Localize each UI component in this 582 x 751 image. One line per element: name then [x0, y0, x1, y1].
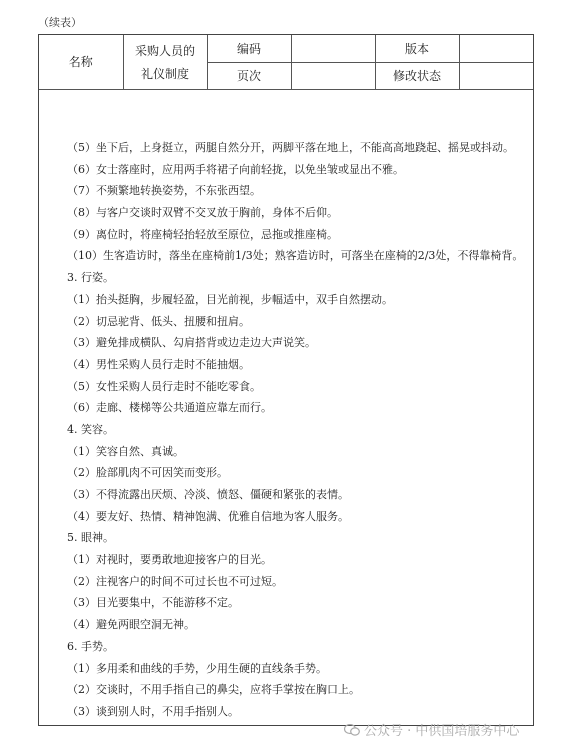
- body-text: [39, 137, 533, 723]
- revision-label: 修改状态: [375, 62, 459, 89]
- watermark: [344, 720, 519, 739]
- code-label: 编码: [207, 35, 291, 62]
- page-value: [291, 62, 375, 89]
- text-line: （2）切忌驼背、低头、扭腰和扭肩。: [67, 314, 250, 328]
- continued-label: （续表）: [38, 16, 82, 29]
- text-line: （3）不得流露出厌烦、冷淡、愤怒、僵硬和紧张的表情。: [67, 488, 349, 501]
- text-line: （4）避免两眼空洞无神。: [67, 618, 195, 632]
- text-line: （8）与客户交谈时双臂不交叉放于胸前，身体不后仰。: [67, 206, 338, 220]
- text-line: （5）女性采购人员行走时不能吃零食。: [67, 379, 261, 393]
- text-line: 4. 笑容。: [67, 422, 114, 436]
- text-line: （6）走廊、楼梯等公共通道应靠左而行。: [67, 401, 272, 415]
- page-label: 页次: [207, 62, 291, 89]
- version-value: [459, 35, 533, 62]
- text-line: （2）交谈时，不用手指自己的鼻尖，应将手掌按在胸口上。: [67, 683, 360, 697]
- text-line: （4）要友好、热情、精神饱满、优雅自信地为客人服务。: [67, 509, 349, 523]
- text-line: 5. 眼神。: [67, 531, 114, 545]
- doc-title-line1: 采购人员的: [134, 43, 195, 58]
- text-line: （3）避免排成横队、勾肩搭背或边走边大声说笑。: [67, 336, 316, 350]
- code-value: [291, 35, 375, 62]
- text-line: （3）谈到别人时，不用手指别人。: [67, 704, 239, 718]
- text-line: （2）脸部肌肉不可因笑而变形。: [67, 466, 228, 480]
- document-frame: [38, 34, 534, 726]
- text-line: （1）笑容自然、真诚。: [67, 444, 184, 458]
- text-line: （3）目光要集中，不能游移不定。: [67, 596, 239, 610]
- text-line: （1）对视时，要勇敢地迎接客户的目光。: [67, 553, 272, 567]
- text-line: （7）不频繁地转换姿势，不东张西望。: [67, 184, 261, 198]
- text-line: （9）离位时，将座椅轻抬轻放至原位，忌拖或推座椅。: [67, 227, 338, 241]
- header-table: [39, 35, 533, 90]
- text-line: （1）抬头挺胸，步履轻盈，目光前视，步幅适中，双手自然摆动。: [67, 292, 393, 306]
- revision-value: [459, 62, 533, 89]
- text-line: （1）多用柔和曲线的手势，少用生硬的直线条手势。: [67, 661, 327, 675]
- watermark-text: 公众号 · 中供国培服务中心: [364, 724, 520, 739]
- text-line: （5）坐下后，上身挺立，两腿自然分开，两脚平落在地上，不能高高地跷起、摇晃或抖动。: [67, 141, 514, 154]
- text-line: （2）注视客户的时间不可过长也不可过短。: [67, 574, 283, 588]
- doc-title: [123, 35, 207, 89]
- text-line: （10）生客造访时，落坐在座椅前1/3处；熟客造访时，可落坐在座椅的2/3处，不得靠椅背。: [67, 249, 524, 263]
- text-line: （6）女士落座时，应用两手将裙子向前轻拢，以免坐皱或显出不雅。: [67, 162, 404, 176]
- version-label: 版本: [375, 35, 459, 62]
- text-line: 6. 手势。: [67, 639, 114, 653]
- text-line: （4）男性采购人员行走时不能抽烟。: [67, 357, 250, 371]
- text-line: 3. 行姿。: [67, 271, 114, 285]
- name-label: 名称: [39, 35, 123, 89]
- wechat-icon: [344, 724, 360, 736]
- doc-title-line2: 礼仪制度: [140, 66, 189, 81]
